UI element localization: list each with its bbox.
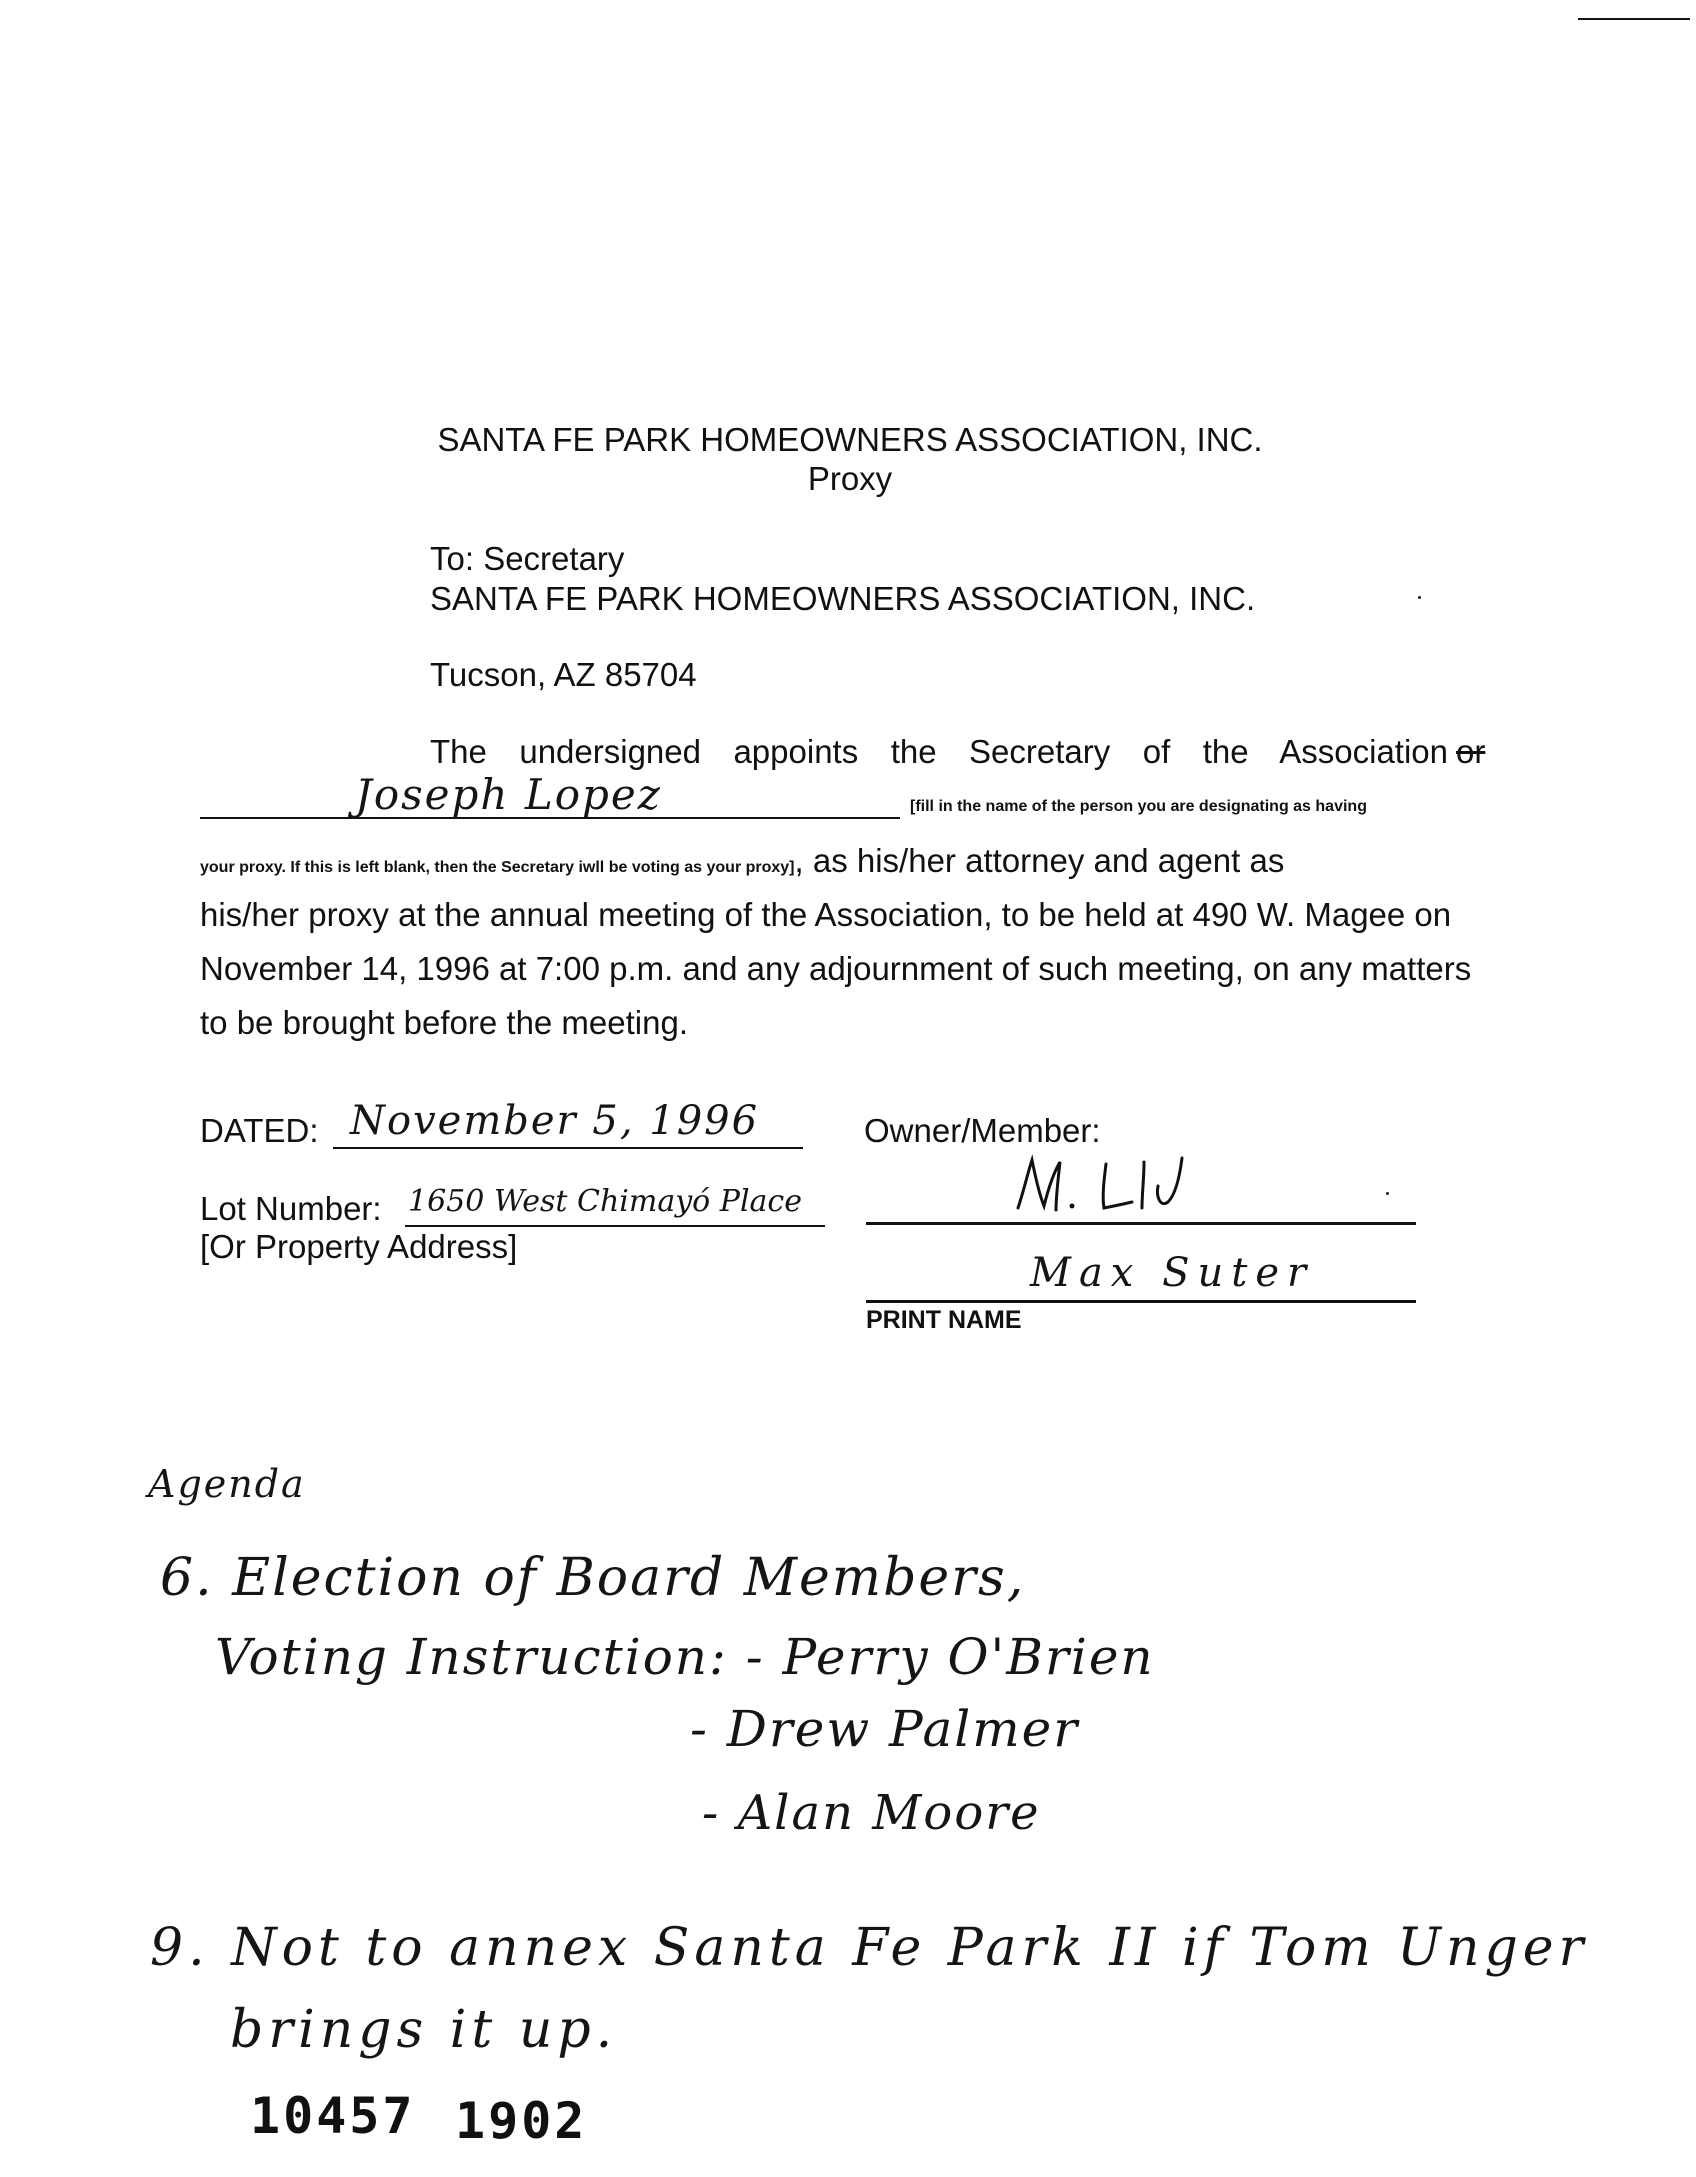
agenda-item-6-line-4: - Alan Moore <box>702 1785 1041 1841</box>
header-org: SANTA FE PARK HOMEOWNERS ASSOCIATION, INC. <box>437 421 1263 458</box>
agenda-heading: Agenda <box>148 1462 306 1506</box>
speck <box>1386 1192 1389 1195</box>
document-id-1: 10457 <box>250 2087 416 2145</box>
body-line-2: his/her proxy at the annual meeting of the Association, to be held at 490 W. Magee on <box>200 896 1452 933</box>
body-line-1-rest: , as his/her attorney and agent as <box>794 842 1285 879</box>
owner-signature <box>1010 1150 1200 1226</box>
agenda-item-6-line-2: Voting Instruction: - Perry O'Brien <box>215 1628 1155 1686</box>
owner-member-label: Owner/Member: <box>864 1112 1101 1149</box>
proxy-name-handwritten: Joseph Lopez <box>355 770 662 819</box>
lot-number-line <box>405 1225 825 1227</box>
dated-line <box>333 1147 803 1149</box>
instruction-text-1: [fill in the name of the person you are designating as having <box>910 798 1367 815</box>
print-name-line <box>866 1300 1416 1303</box>
addressee-org: SANTA FE PARK HOMEOWNERS ASSOCIATION, INC. <box>430 580 1256 617</box>
agenda-item-6-line-1: 6. Election of Board Members, <box>160 1548 1026 1608</box>
speck <box>1418 596 1421 599</box>
body-intro: The undersigned appoints the Secretary of the Association <box>430 733 1448 770</box>
owner-signature-line <box>866 1222 1416 1225</box>
header-doc-type: Proxy <box>807 460 893 497</box>
addressee-city: Tucson, AZ 85704 <box>430 656 697 693</box>
lot-number-label: Lot Number: <box>200 1190 382 1227</box>
corner-mark <box>1578 18 1690 20</box>
print-name-label: PRINT NAME <box>866 1306 1022 1334</box>
document-id-2: 1902 <box>455 2092 588 2150</box>
agenda-item-6-line-3: - Drew Palmer <box>690 1700 1080 1758</box>
addressee-to: To: Secretary <box>430 540 625 577</box>
lot-number-handwritten: 1650 West Chimayó Place <box>408 1184 802 1219</box>
print-name-handwritten: Max Suter <box>1030 1250 1315 1296</box>
dated-value-handwritten: November 5, 1996 <box>350 1098 760 1144</box>
agenda-item-9-line-1: 9. Not to annex Santa Fe Park II if Tom Unger <box>150 1918 1589 1978</box>
body-line-4: to be brought before the meeting. <box>200 1004 689 1041</box>
property-address-label: [Or Property Address] <box>200 1228 518 1265</box>
body-line-3: November 14, 1996 at 7:00 p.m. and any adjournment of such meeting, on any matters <box>200 950 1472 987</box>
agenda-item-9-line-2: brings it up. <box>230 2000 618 2060</box>
struck-or: or <box>1456 733 1486 770</box>
instruction-text-2: your proxy. If this is left blank, then the Secretary iwll be voting as your proxy] <box>200 859 795 876</box>
body-line-1 <box>200 842 1284 880</box>
dated-label: DATED: <box>200 1112 319 1149</box>
